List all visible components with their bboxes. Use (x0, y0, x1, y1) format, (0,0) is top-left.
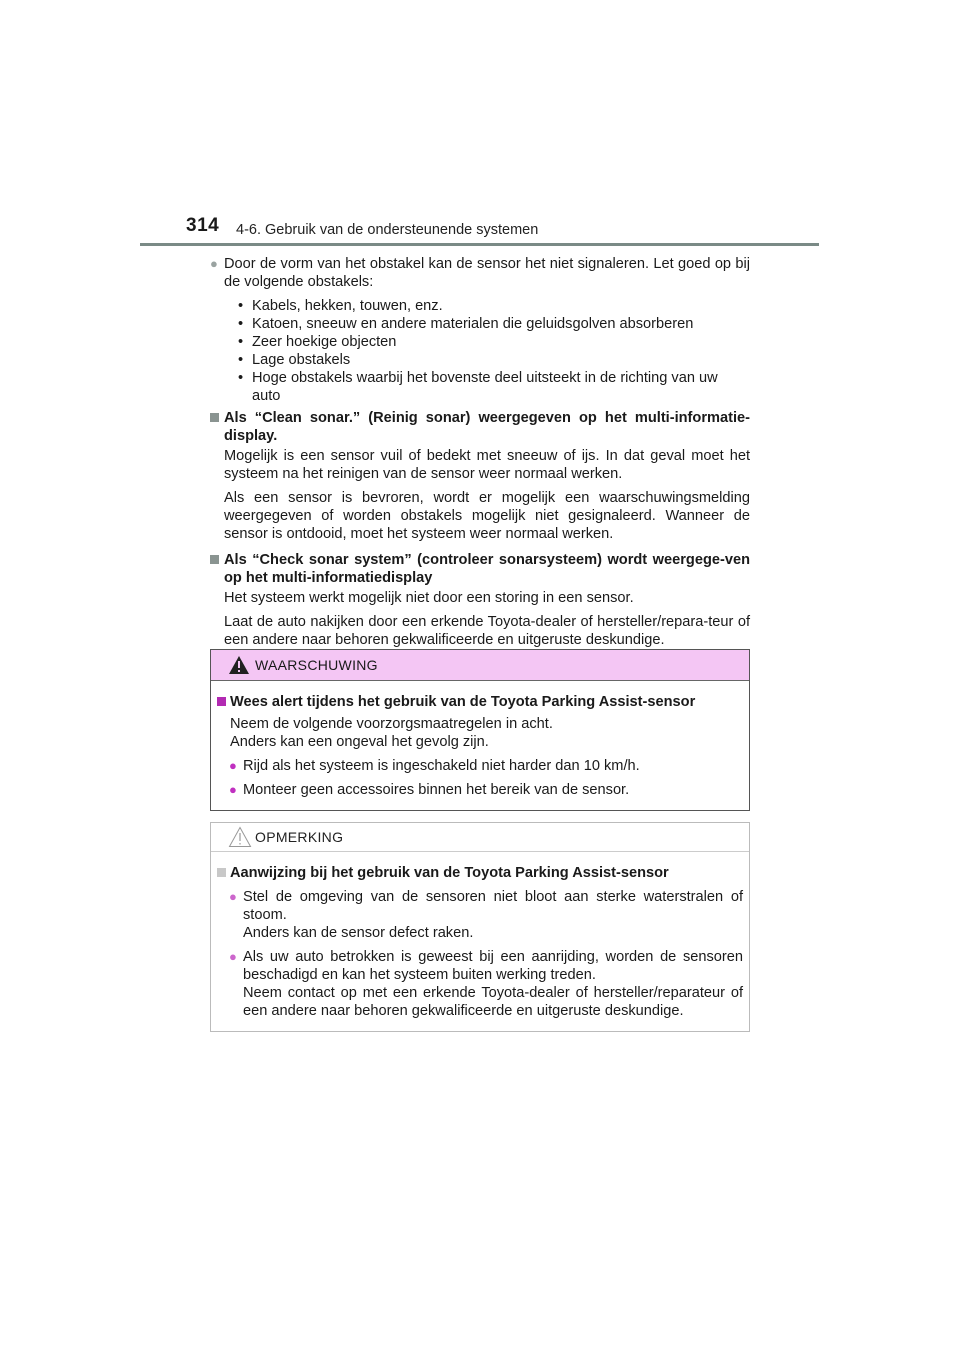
clean-sonar-heading: Als “Clean sonar.” (Reinig sonar) weergegeven op het multi-informatie-display. (210, 409, 750, 445)
warning-label: WAARSCHUWING (255, 657, 378, 673)
bullet-dot-icon: ● (229, 758, 237, 773)
list-item: • Zeer hoekige objecten (238, 334, 397, 350)
warning-heading: Wees alert tijdens het gebruik van de Toyota Parking Assist-sensor (217, 693, 743, 711)
section-title: 4-6. Gebruik van de ondersteunende systemen (236, 222, 539, 238)
warning-text: Neem de volgende voorzorgsmaatregelen in acht. Anders kan een ongeval het gevolg zijn. (230, 716, 553, 750)
intro-bullet-text: Door de vorm van het obstakel kan de sensor het niet signaleren. Let goed op bij de volgende obstakels: (224, 256, 750, 290)
warning-header (211, 650, 749, 681)
obstacle-list (210, 297, 750, 405)
square-bullet-icon (210, 555, 219, 564)
list-item: • Lage obstakels (238, 352, 351, 368)
bullet-dot-icon: ● (210, 256, 218, 271)
check-sonar-para2: Laat de auto nakijken door een erkende Toyota-dealer of hersteller/repara-teur of een andere naar behoren gekwalificeerde en uitgeruste deskundige. (224, 614, 750, 648)
note-header (211, 823, 749, 852)
page-number: 314 (186, 215, 220, 236)
check-sonar-para1: Het systeem werkt mogelijk niet door een storing in een sensor. (224, 590, 634, 606)
list-item: • Kabels, hekken, touwen, enz. (238, 298, 443, 314)
bullet-dot-icon: ● (229, 782, 237, 797)
intro-bullet (210, 255, 750, 291)
clean-sonar-para1: Mogelijk is een sensor vuil of bedekt met sneeuw of ijs. In dat geval moet het systeem na het reinigen van de sensor weer normaal werken. (224, 448, 750, 482)
caution-triangle-icon (228, 826, 252, 848)
warning-bullet: ● Rijd als het systeem is ingeschakeld niet harder dan 10 km/h. (229, 758, 640, 774)
list-item: • Hoge obstakels waarbij het bovenste deel uitsteekt in de richting van uw auto (238, 370, 718, 404)
square-bullet-icon (217, 697, 226, 706)
bullet-dot-icon: ● (229, 949, 237, 964)
bullet-dot-icon: ● (229, 889, 237, 904)
note-heading: Aanwijzing bij het gebruik van de Toyota Parking Assist-sensor (217, 864, 743, 882)
warning-box (210, 649, 750, 811)
list-item: • Katoen, sneeuw en andere materialen die geluidsgolven absorberen (238, 316, 694, 332)
note-bullet: ● Als uw auto betrokken is geweest bij een aanrijding, worden de sensoren beschadigd en kan het systeem buiten werking treden. Neem contact op met een erkende Toyota-dealer of hersteller/reparateur of een andere naar behoren gekwalificeerde en uitgeruste deskundige. (229, 949, 743, 1019)
note-bullet: ● Stel de omgeving van de sensoren niet bloot aan sterke waterstralen of stoom. Anders kan de sensor defect raken. (229, 889, 743, 941)
clean-sonar-para2: Als een sensor is bevroren, wordt er mogelijk een waarschuwingsmelding weergegeven of worden obstakels mogelijk niet gesignaleerd. Wanneer de sensor is ontdooid, moet het systeem weer normaal werken. (224, 490, 750, 542)
check-sonar-heading: Als “Check sonar system” (controleer sonarsysteem) wordt weergege-ven op het multi-informatiedisplay (210, 551, 750, 587)
header-rule (140, 243, 819, 246)
note-box (210, 822, 750, 1032)
square-bullet-icon (217, 868, 226, 877)
warning-bullet: ● Monteer geen accessoires binnen het bereik van de sensor. (229, 782, 630, 798)
note-label: OPMERKING (255, 829, 344, 845)
main-content (210, 255, 750, 649)
warning-triangle-icon (228, 655, 250, 675)
square-bullet-icon (210, 413, 219, 422)
